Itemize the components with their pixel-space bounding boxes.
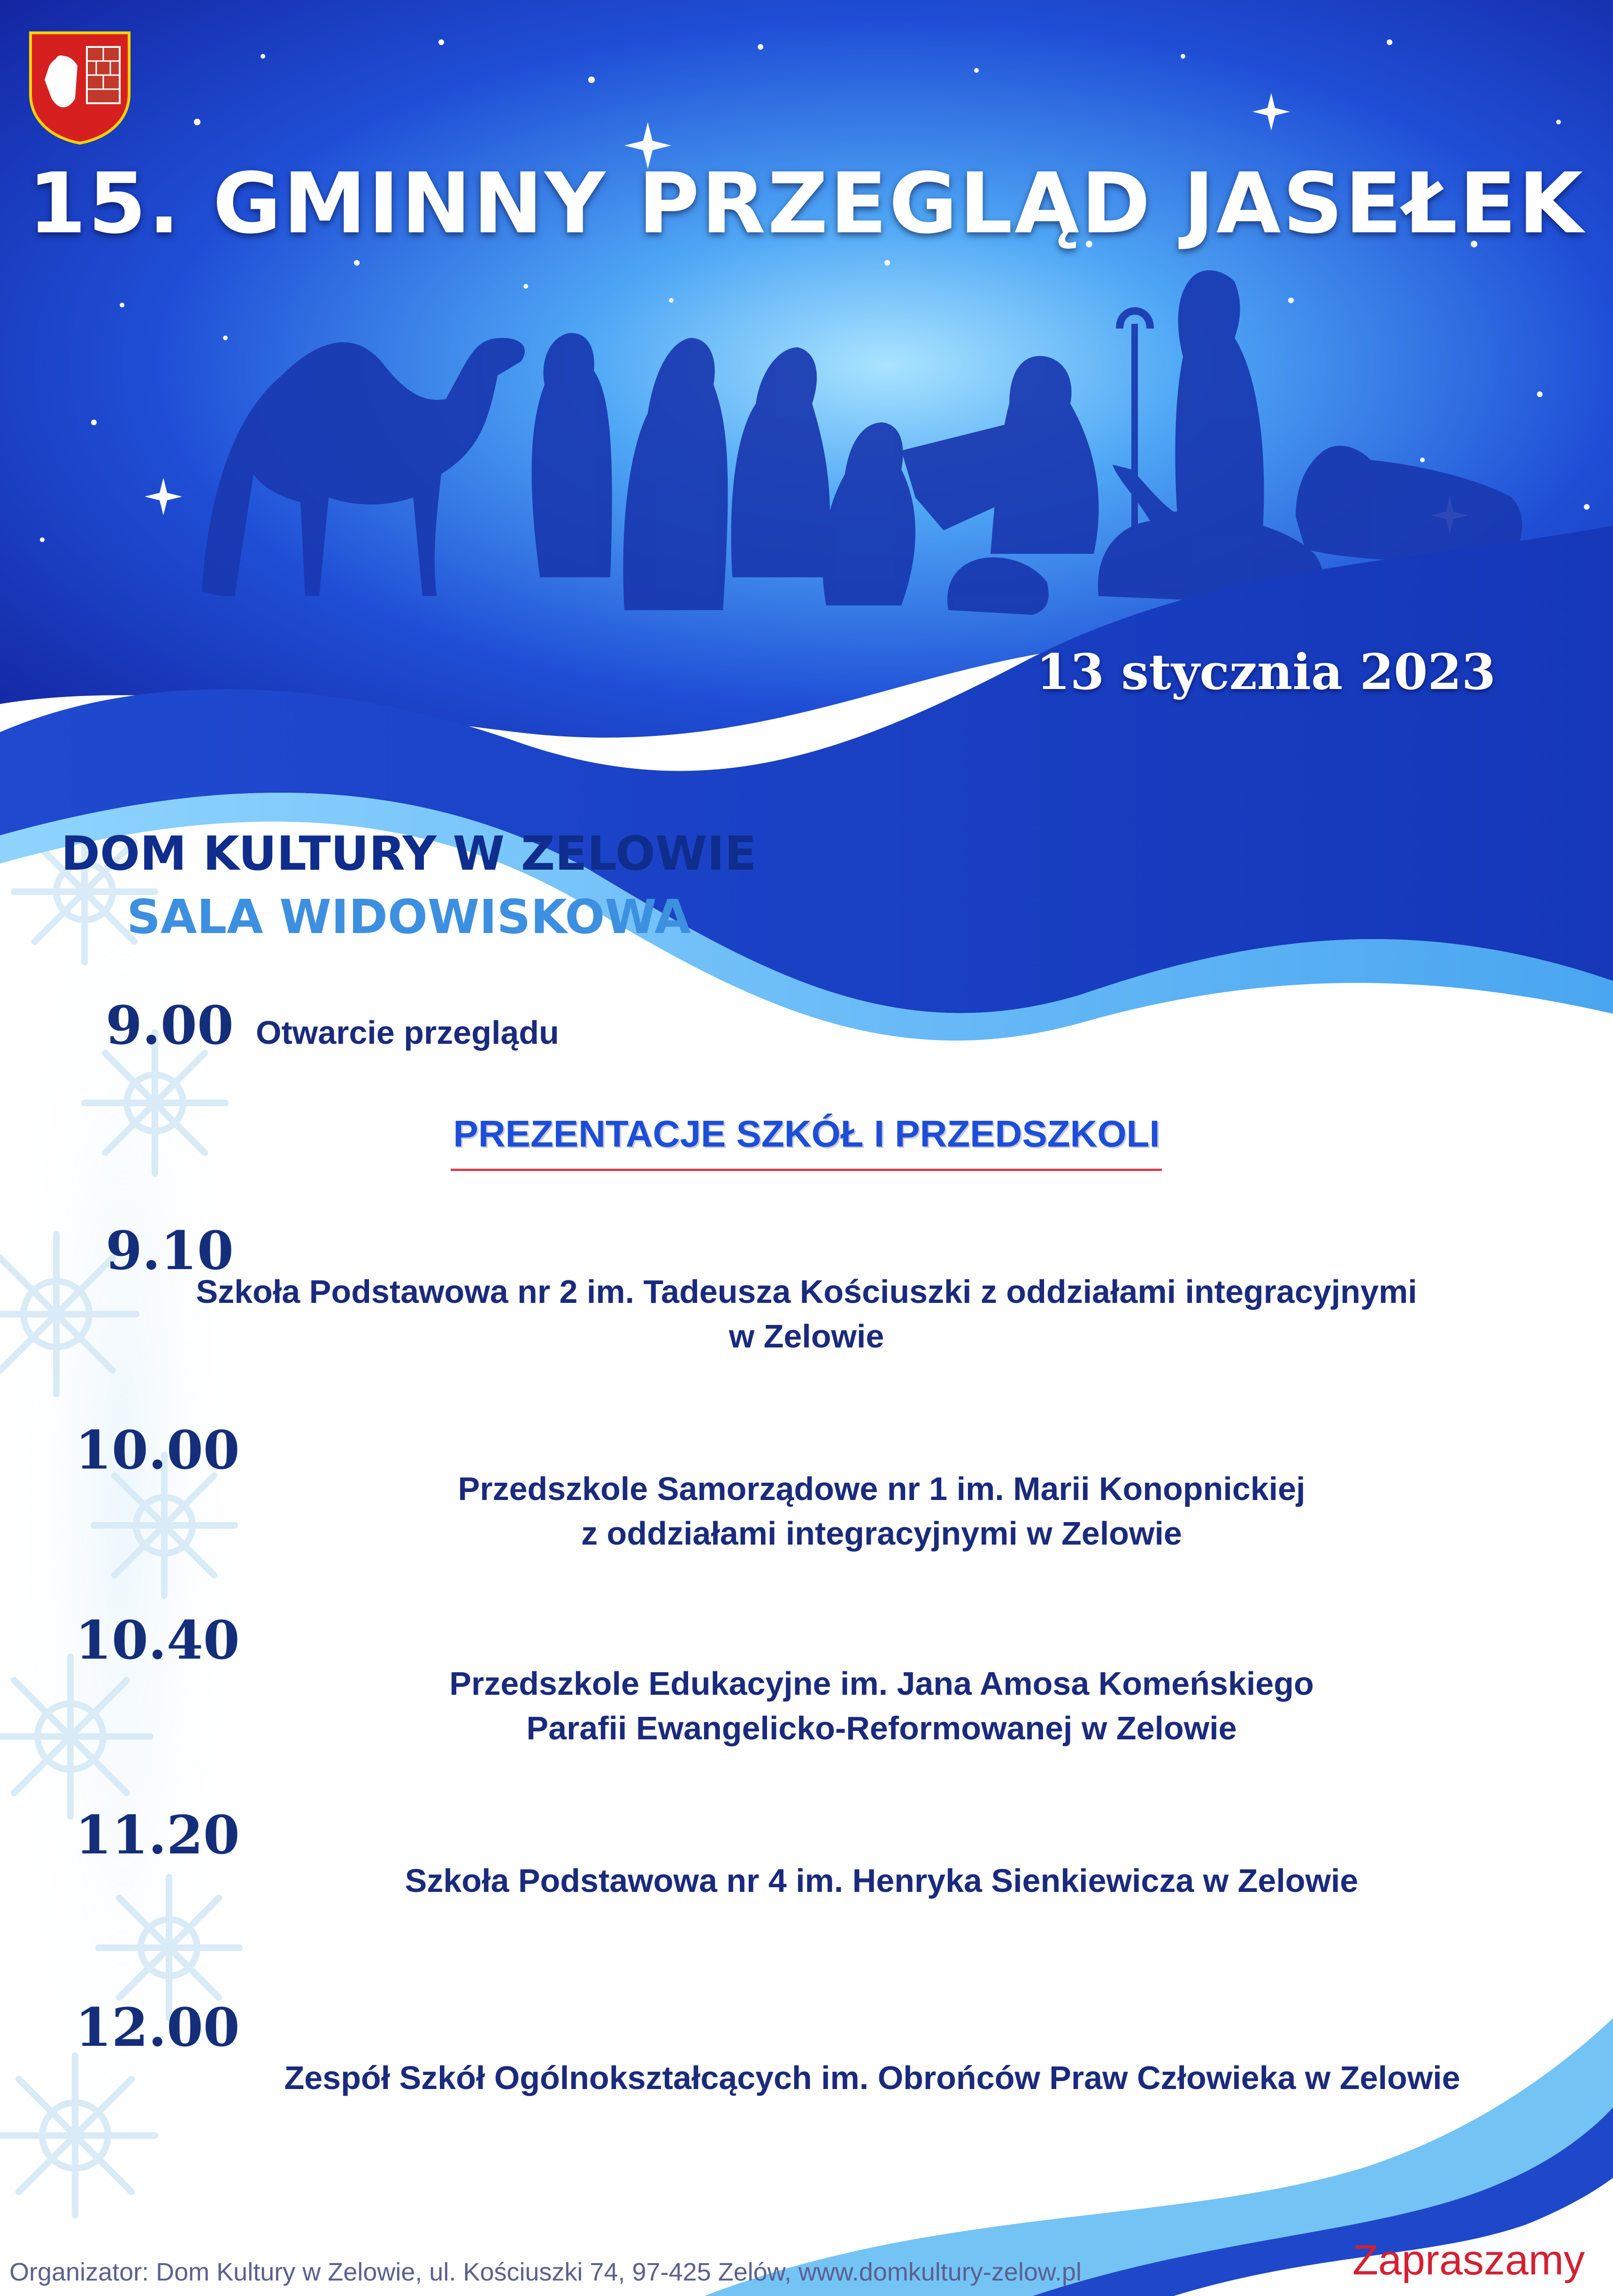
- schedule-time: 10.00: [75, 1420, 240, 1481]
- section-underline: [451, 1169, 1162, 1171]
- section-heading: PREZENTACJE SZKÓŁ I PRZEDSZKOLI: [453, 1113, 1160, 1155]
- schedule-time: 11.20: [75, 1805, 240, 1866]
- schedule-desc-line2: Parafii Ewangelicko-Reformowanej w Zelowie: [526, 1710, 1237, 1746]
- schedule-desc-line1: Szkoła Podstawowa nr 2 im. Tadeusza Kościuszki z oddziałami integracyjnymi: [196, 1273, 1417, 1310]
- event-date: 13 stycznia 2023: [1036, 643, 1496, 701]
- schedule-time: 12.00: [75, 1997, 240, 2059]
- opening-time: 9.00: [106, 995, 234, 1056]
- venue-hall: SALA WIDOWISKOWA: [127, 889, 691, 944]
- schedule-desc-line2: w Zelowie: [729, 1318, 884, 1355]
- schedule-desc-line2: z oddziałami integracyjnymi w Zelowie: [581, 1515, 1182, 1552]
- invite-text: Zapraszamy: [1352, 2237, 1585, 2284]
- coat-of-arms-icon: [26, 28, 134, 145]
- venue-name: DOM KULTURY W ZELOWIE: [61, 826, 757, 881]
- schedule-desc-line1: Zespół Szkół Ogólnokształcących im. Obrońców Praw Człowieka w Zelowie: [284, 2059, 1460, 2096]
- schedule-desc-line1: Przedszkole Edukacyjne im. Jana Amosa Komeńskiego: [449, 1665, 1314, 1702]
- schedule-time: 10.40: [75, 1610, 240, 1671]
- organizer-info: Organizator: Dom Kultury w Zelowie, ul. Kościuszki 74, 97-425 Zelów, www.domkultury-zelow.pl: [9, 2258, 1082, 2286]
- schedule-time: 9.10: [106, 1220, 234, 1282]
- opening-label: Otwarcie przeglądu: [256, 1014, 559, 1051]
- schedule-desc-line1: Szkoła Podstawowa nr 4 im. Henryka Sienkiewicza w Zelowie: [405, 1862, 1359, 1899]
- page-title: 15. GMINNY PRZEGLĄD JASEŁEK: [28, 155, 1585, 252]
- schedule-desc-line1: Przedszkole Samorządowe nr 1 im. Marii Konopnickiej: [458, 1470, 1306, 1507]
